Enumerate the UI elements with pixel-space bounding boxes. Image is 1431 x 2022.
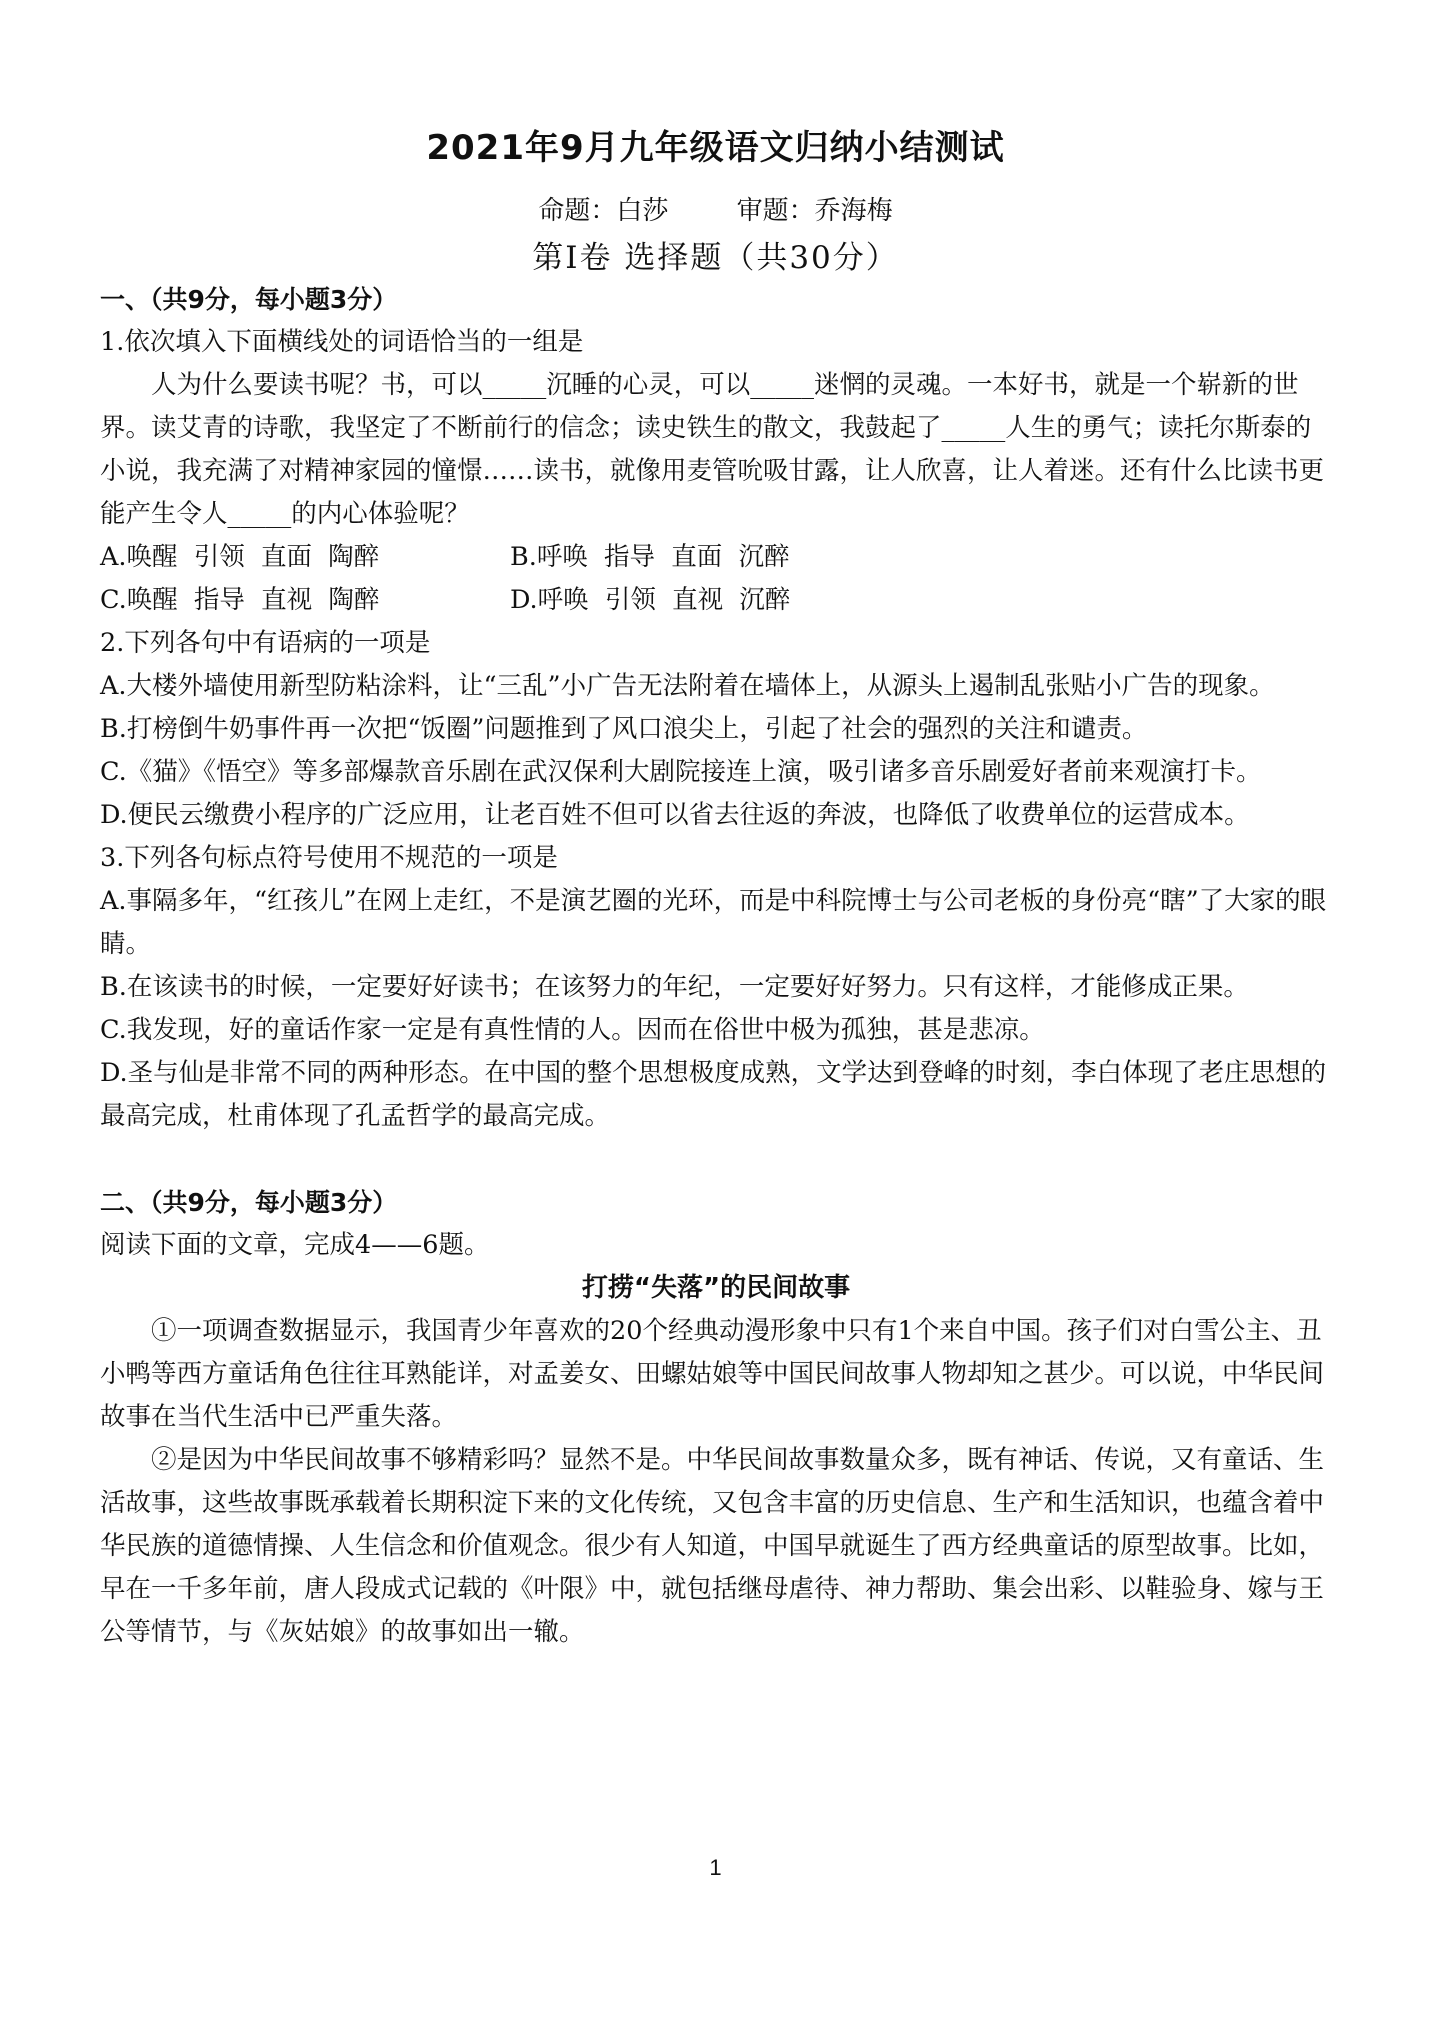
question-2-option-a: A.大楼外墙使用新型防粘涂料，让“三乱”小广告无法附着在墙体上，从源头上遏制乱张贴小广告的现象。 bbox=[100, 671, 1275, 701]
section-1-heading: 一、（共9分，每小题3分） bbox=[100, 285, 398, 314]
question-1-option-d: D.呼唤 引领 直视 沉醉 bbox=[510, 585, 791, 615]
question-2-option-c: C.《猫》《悟空》等多部爆款音乐剧在武汉保利大剧院接连上演，吸引诸多音乐剧爱好者前来观演打卡。 bbox=[100, 757, 1262, 787]
section-spacer bbox=[100, 1138, 1332, 1181]
proposer-label: 命题：白莎 bbox=[538, 196, 669, 226]
reviewer-label: 审题：乔海梅 bbox=[736, 196, 893, 226]
question-1-option-c: C.唤醒 指导 直视 陶醉 bbox=[100, 585, 380, 615]
volume-heading: 第Ⅰ卷 选择题（共30分） bbox=[532, 240, 899, 276]
exam-content bbox=[100, 278, 1332, 1654]
section-2-instruction: 阅读下面的文章，完成4——6题。 bbox=[100, 1230, 490, 1260]
question-2-option-d: D.便民云缴费小程序的广泛应用，让老百姓不但可以省去往返的奔波，也降低了收费单位的运营成本。 bbox=[100, 800, 1250, 830]
question-1-option-a: A.唤醒 引领 直面 陶醉 bbox=[100, 542, 380, 572]
question-2-option-b: B.打榜倒牛奶事件再一次把“饭圈”问题推到了风口浪尖上，引起了社会的强烈的关注和谴责。 bbox=[100, 714, 1148, 744]
page-title: 2021年9月九年级语文归纳小结测试 bbox=[426, 128, 1005, 168]
question-1-stem: 1.依次填入下面横线处的词语恰当的一组是 bbox=[100, 327, 584, 357]
question-3-option-a: A.事隔多年，“红孩儿”在网上走红，不是演艺圈的光环，而是中科院博士与公司老板的身份亮“瞎”了大家的眼睛。 bbox=[100, 886, 1327, 959]
question-1-passage: 人为什么要读书呢？书，可以_____沉睡的心灵，可以_____迷惘的灵魂。一本好书，就是一个崭新的世界。读艾青的诗歌，我坚定了不断前行的信念；读史铁生的散文，我鼓起了_____人生的勇气；读托尔斯泰的小说，我充满了对精神家园的憧憬……读书，就像用麦管吮吸甘露，让人欣喜，让人着迷。还有什么比读书更能产生令人_____的内心体验呢？ bbox=[100, 370, 1325, 529]
page-number: 1 bbox=[709, 1855, 722, 1880]
article-paragraph-2: ②是因为中华民间故事不够精彩吗？显然不是。中华民间故事数量众多，既有神话、传说，又有童话、生活故事，这些故事既承载着长期积淀下来的文化传统，又包含丰富的历史信息、生产和生活知识，也蕴含着中华民族的道德情操、人生信念和价值观念。很少有人知道，中国早就诞生了西方经典童话的原型故事。比如，早在一千多年前，唐人段成式记载的《叶限》中，就包括继母虐待、神力帮助、集会出彩、以鞋验身、嫁与王公等情节，与《灰姑娘》的故事如出一辙。 bbox=[100, 1445, 1325, 1647]
article-title: 打捞“失落”的民间故事 bbox=[581, 1273, 851, 1303]
article-paragraph-1: ①一项调查数据显示，我国青少年喜欢的20个经典动漫形象中只有1个来自中国。孩子们对白雪公主、丑小鸭等西方童话角色往往耳熟能详，对孟姜女、田螺姑娘等中国民间故事人物却知之甚少。可以说，中华民间故事在当代生活中已严重失落。 bbox=[100, 1316, 1325, 1432]
question-2-stem: 2.下列各句中有语病的一项是 bbox=[100, 628, 431, 658]
question-3-stem: 3.下列各句标点符号使用不规范的一项是 bbox=[100, 843, 558, 873]
question-1-option-b: B.呼唤 指导 直面 沉醉 bbox=[510, 542, 790, 572]
question-1-options-row-2 bbox=[100, 579, 1332, 622]
question-3-option-d: D.圣与仙是非常不同的两种形态。在中国的整个思想极度成熟，文学达到登峰的时刻，李白体现了老庄思想的最高完成，杜甫体现了孔孟哲学的最高完成。 bbox=[100, 1058, 1327, 1131]
section-2-heading: 二、（共9分，每小题3分） bbox=[100, 1188, 398, 1217]
author-line bbox=[0, 190, 1431, 227]
question-1-options-row-1 bbox=[100, 536, 1332, 579]
question-3-option-c: C.我发现，好的童话作家一定是有真性情的人。因而在俗世中极为孤独，甚是悲凉。 bbox=[100, 1015, 1045, 1045]
question-3-option-b: B.在该读书的时候，一定要好好读书；在该努力的年纪，一定要好好努力。只有这样，才能修成正果。 bbox=[100, 972, 1249, 1002]
